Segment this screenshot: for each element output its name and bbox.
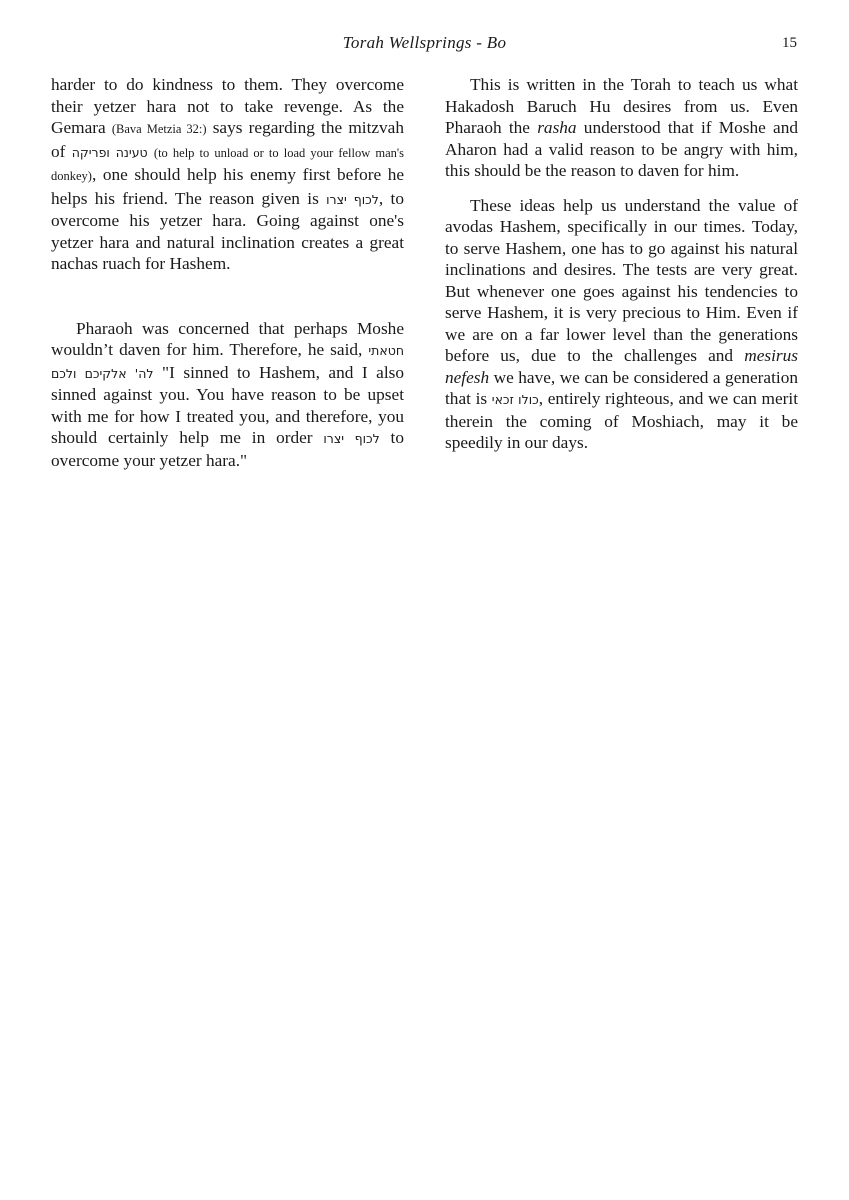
explanatory-note: (to help to unload or to load your fellow man's donkey) bbox=[51, 145, 405, 183]
page-number: 15 bbox=[782, 35, 797, 51]
text-run: , entirely righteous, and we can merit therein the coming of Moshiach, may it be speedily in our days. bbox=[445, 389, 798, 452]
paragraph-avodas-hashem bbox=[445, 195, 798, 454]
citation-bava-metzia: (Bava Metzia 32:) bbox=[111, 122, 207, 136]
text-run: says regarding the mitzvah of bbox=[51, 118, 404, 161]
text-run: Pharaoh was concerned that perhaps Moshe wouldn’t daven for him. Therefore, he said, bbox=[51, 318, 404, 359]
paragraph-kindness bbox=[51, 74, 404, 275]
italic-term: mesirus nefesh bbox=[445, 346, 798, 387]
text-run: This is written in the Torah to teach us what Hakadosh Baruch Hu desires from us. Even Pharaoh the bbox=[445, 75, 798, 137]
hebrew-phrase: לכוף יצרו bbox=[326, 191, 379, 207]
paragraph-torah-teaching bbox=[445, 74, 798, 182]
text-run: we have, we can be considered a generation that is bbox=[445, 367, 798, 408]
right-column bbox=[445, 74, 798, 454]
paragraph-pharaoh-concern bbox=[51, 318, 404, 472]
text-run: "I sinned to Hashem, and I also sinned against you. You have reason to be upset with me for how I treated you, and therefore, you should certainly help me in order bbox=[51, 362, 404, 447]
hebrew-phrase: חטאתי לה' אלקיכם ולכם bbox=[51, 343, 404, 381]
hebrew-phrase: כולו זכאי bbox=[491, 392, 539, 407]
left-column bbox=[51, 74, 404, 471]
text-run: , to overcome his yetzer hara. Going against one's yetzer hara and natural inclination creates a great nachas ruach for Hashem. bbox=[51, 188, 404, 273]
text-run: to overcome your yetzer hara." bbox=[51, 428, 404, 470]
text-run: These ideas help us understand the value of avodas Hashem, specifically in our times. Today, to serve Hashem, one has to go against his natural inclinations and desires. The tests are very great. But whenever one goes against his tendencies to serve Hashem, it is very precious to Him. Even if we are on a far lower level than the generations before us, due to the challenges and bbox=[445, 195, 798, 365]
page-header bbox=[0, 33, 849, 57]
italic-term: rasha bbox=[537, 118, 577, 137]
text-run: , one should help his enemy first before he helps his friend. The reason given is bbox=[51, 165, 404, 208]
running-title: Torah Wellsprings - Bo bbox=[342, 33, 507, 52]
paragraph-spacer bbox=[445, 182, 798, 195]
text-run: harder to do kindness to them. They overcome their yetzer hara not to take revenge. As the Gemara bbox=[51, 75, 404, 137]
paragraph-spacer bbox=[51, 275, 404, 318]
hebrew-phrase: טעינה ופריקה bbox=[71, 144, 148, 160]
hebrew-phrase: לכוף יצרו bbox=[323, 431, 380, 446]
text-run: understood that if Moshe and Aharon had a valid reason to be angry with him, this should be the reason to daven for him. bbox=[445, 118, 798, 180]
